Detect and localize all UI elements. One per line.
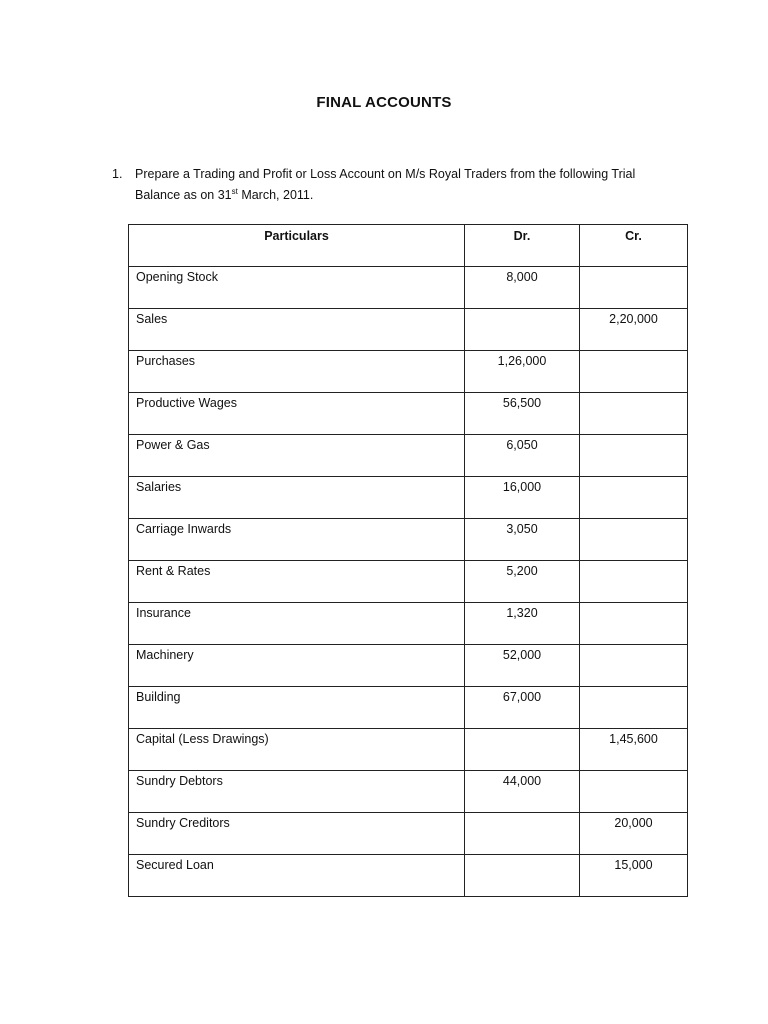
dr-cell bbox=[465, 309, 580, 351]
dr-cell bbox=[465, 813, 580, 855]
trial-balance-table bbox=[128, 224, 688, 897]
dr-cell: 6,050 bbox=[465, 435, 580, 477]
cr-cell bbox=[580, 687, 688, 729]
header-cr: Cr. bbox=[580, 225, 688, 267]
cr-cell bbox=[580, 393, 688, 435]
particular-cell: Sundry Debtors bbox=[129, 771, 465, 813]
cr-cell bbox=[580, 771, 688, 813]
particular-cell: Sales bbox=[129, 309, 465, 351]
table-row bbox=[129, 813, 688, 855]
table-row bbox=[129, 687, 688, 729]
particular-cell: Sundry Creditors bbox=[129, 813, 465, 855]
cr-cell bbox=[580, 519, 688, 561]
table-row bbox=[129, 393, 688, 435]
table-row bbox=[129, 309, 688, 351]
particular-cell: Salaries bbox=[129, 477, 465, 519]
dr-cell: 56,500 bbox=[465, 393, 580, 435]
table-row bbox=[129, 561, 688, 603]
question-text-line1: Prepare a Trading and Profit or Loss Account on M/s Royal Traders from the following Trial bbox=[135, 167, 636, 181]
table-row bbox=[129, 267, 688, 309]
particular-cell: Productive Wages bbox=[129, 393, 465, 435]
cr-cell: 20,000 bbox=[580, 813, 688, 855]
cr-cell bbox=[580, 603, 688, 645]
table-row bbox=[129, 477, 688, 519]
cr-cell bbox=[580, 645, 688, 687]
question-1 bbox=[112, 164, 672, 206]
dr-cell: 67,000 bbox=[465, 687, 580, 729]
dr-cell: 3,050 bbox=[465, 519, 580, 561]
cr-cell bbox=[580, 351, 688, 393]
dr-cell: 5,200 bbox=[465, 561, 580, 603]
particular-cell: Insurance bbox=[129, 603, 465, 645]
table-row bbox=[129, 351, 688, 393]
table-header-row bbox=[129, 225, 688, 267]
dr-cell: 52,000 bbox=[465, 645, 580, 687]
ordinal-suffix: st bbox=[231, 186, 238, 196]
header-dr: Dr. bbox=[465, 225, 580, 267]
particular-cell: Rent & Rates bbox=[129, 561, 465, 603]
particular-cell: Power & Gas bbox=[129, 435, 465, 477]
question-text-line2-start: Balance as on 31 bbox=[135, 188, 232, 202]
cr-cell bbox=[580, 435, 688, 477]
table-row bbox=[129, 855, 688, 897]
dr-cell: 8,000 bbox=[465, 267, 580, 309]
dr-cell: 1,320 bbox=[465, 603, 580, 645]
table-row bbox=[129, 771, 688, 813]
particular-cell: Capital (Less Drawings) bbox=[129, 729, 465, 771]
cr-cell bbox=[580, 477, 688, 519]
dr-cell bbox=[465, 729, 580, 771]
particular-cell: Building bbox=[129, 687, 465, 729]
cr-cell: 15,000 bbox=[580, 855, 688, 897]
particular-cell: Carriage Inwards bbox=[129, 519, 465, 561]
question-number: 1. bbox=[112, 167, 123, 181]
particular-cell: Opening Stock bbox=[129, 267, 465, 309]
dr-cell: 44,000 bbox=[465, 771, 580, 813]
question-text bbox=[135, 164, 672, 206]
particular-cell: Purchases bbox=[129, 351, 465, 393]
table-row bbox=[129, 435, 688, 477]
table-row bbox=[129, 729, 688, 771]
particular-cell: Secured Loan bbox=[129, 855, 465, 897]
dr-cell: 1,26,000 bbox=[465, 351, 580, 393]
dr-cell bbox=[465, 855, 580, 897]
table-row bbox=[129, 603, 688, 645]
table-body bbox=[129, 267, 688, 897]
cr-cell: 2,20,000 bbox=[580, 309, 688, 351]
dr-cell: 16,000 bbox=[465, 477, 580, 519]
header-particulars: Particulars bbox=[129, 225, 465, 267]
page-title: FINAL ACCOUNTS bbox=[316, 94, 452, 111]
particular-cell: Machinery bbox=[129, 645, 465, 687]
table-row bbox=[129, 519, 688, 561]
table-row bbox=[129, 645, 688, 687]
cr-cell bbox=[580, 267, 688, 309]
cr-cell: 1,45,600 bbox=[580, 729, 688, 771]
question-text-line2-end: March, 2011. bbox=[237, 188, 314, 202]
cr-cell bbox=[580, 561, 688, 603]
